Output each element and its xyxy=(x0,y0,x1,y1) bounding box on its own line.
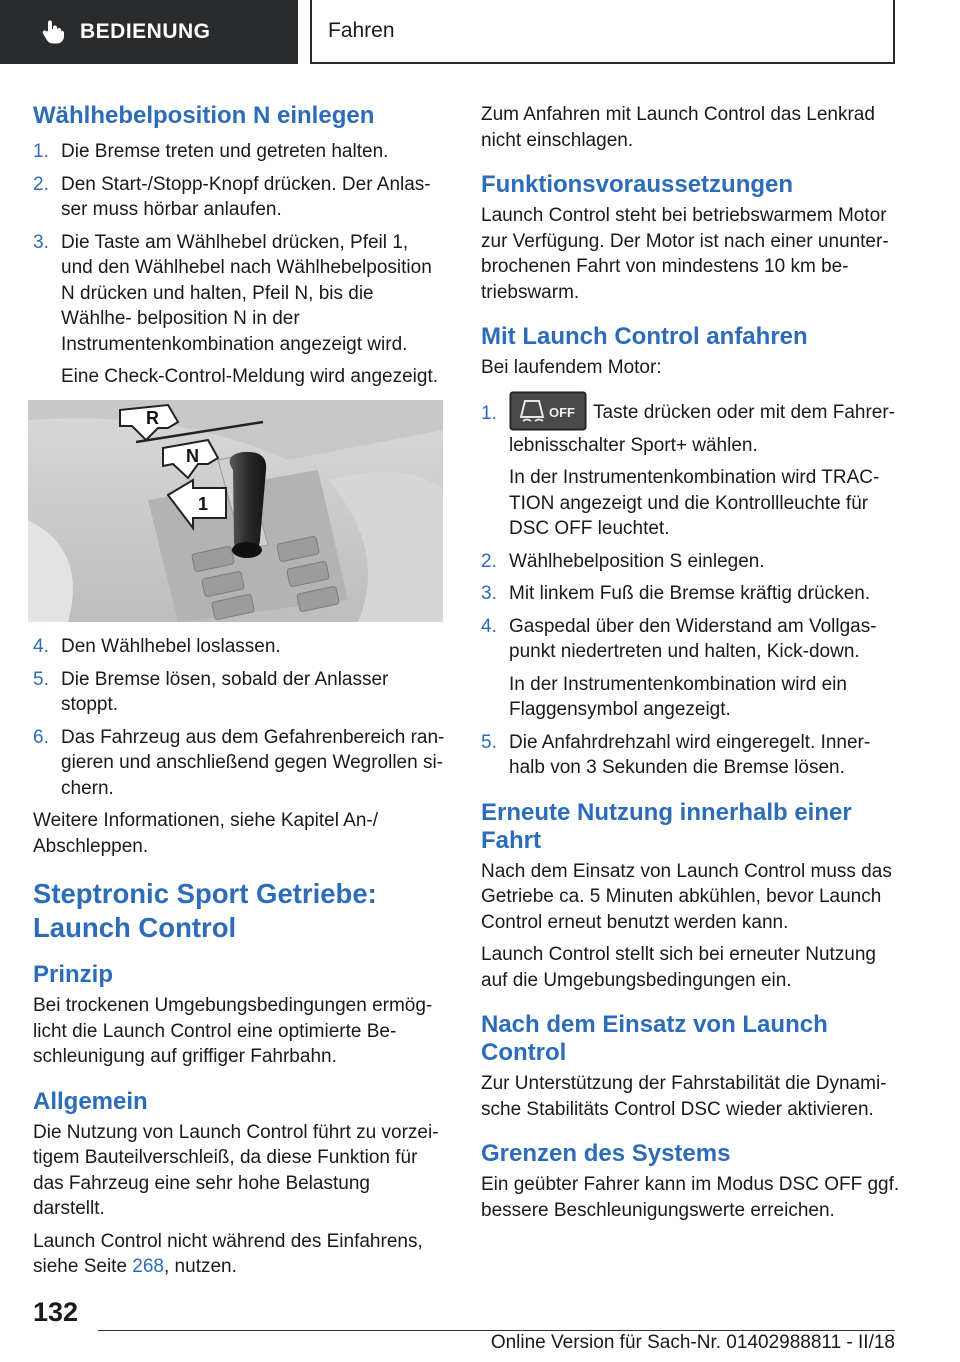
step-number: 1. xyxy=(33,141,49,162)
online-version-text: Online Version für Sach-Nr. 01402988811 - II/18 xyxy=(490,1332,895,1353)
left-column xyxy=(33,102,445,397)
heading-erneute-nutzung: Erneute Nutzung innerhalb einer Fahrt xyxy=(481,798,852,854)
heading-funktionsvoraussetzungen: Funktionsvoraussetzungen xyxy=(481,171,794,198)
left-column-continued xyxy=(33,634,445,1287)
step-note: In der Instrumentenkombination wird TRAC- TION angezeigt und die Kontrollleuchte für DSC OFF leuchtet. xyxy=(509,467,880,539)
anfahren-intro: Bei laufendem Motor: xyxy=(481,357,662,378)
list-item xyxy=(33,725,445,802)
gear-selector-illustration xyxy=(28,400,443,622)
list-item xyxy=(481,549,901,575)
dsc-off-label: OFF xyxy=(549,404,575,420)
main-heading: Steptronic Sport Getriebe: Launch Control xyxy=(33,878,377,943)
step-number: 4. xyxy=(33,636,49,657)
heading-wahlhebel-n: Wählhebelposition N einlegen xyxy=(33,102,375,129)
step-text: Das Fahrzeug aus dem Gefahrenbereich ran- gieren und anschließend gegen Wegrollen si- chern. xyxy=(61,726,445,799)
heading-allgemein: Allgemein xyxy=(33,1087,148,1115)
list-item xyxy=(481,581,901,607)
step-text: Wählhebelposition S einlegen. xyxy=(509,550,765,572)
grenzen-text: Ein geübter Fahrer kann im Modus DSC OFF ggf. bessere Beschleunigungswerte erreichen. xyxy=(481,1174,900,1221)
list-item xyxy=(33,230,445,358)
chapter-label: Fahren xyxy=(328,19,395,42)
step-number: 4. xyxy=(481,615,497,637)
funktions-text: Launch Control steht bei betriebswarmem Motor zur Verfügung. Der Motor ist nach einer ununter- brochenen Fahrt von mindestens 10 km be- triebswarm. xyxy=(481,205,889,303)
list-item xyxy=(33,667,445,718)
page-link[interactable]: 268 xyxy=(132,1256,164,1277)
chapter-tab xyxy=(310,0,895,64)
step-text: Die Taste am Wählhebel drücken, Pfeil 1, und den Wählhebel nach Wählhebelposition N drücken und halten, Pfeil N, bis die Wählhe- belposition N in der Instrumentenkombination angezeigt wird. xyxy=(61,231,432,355)
step-text: Mit linkem Fuß die Bremse kräftig drücken. xyxy=(509,583,871,604)
step-number: 5. xyxy=(481,731,497,753)
step-text: Den Wählhebel loslassen. xyxy=(61,636,281,657)
list-item xyxy=(481,393,901,459)
section-tab xyxy=(0,0,298,64)
heading-nach-dem-einsatz: Nach dem Einsatz von Launch Control xyxy=(481,1011,828,1066)
step-number: 2. xyxy=(481,550,497,572)
step-text: Den Start-/Stopp-Knopf drücken. Der Anlas- ser muss hörbar anlaufen. xyxy=(61,173,431,220)
step-number: 5. xyxy=(33,668,49,690)
further-info: Weitere Informationen, siehe Kapitel An-/ Abschleppen. xyxy=(33,810,379,857)
step-number: 3. xyxy=(33,231,49,253)
list-item xyxy=(33,139,445,165)
heading-grenzen: Grenzen des Systems xyxy=(481,1140,731,1167)
step-note: In der Instrumentenkombination wird ein Flaggensymbol angezeigt. xyxy=(509,673,847,720)
allgemein-text: Die Nutzung von Launch Control führt zu vorzei- tigem Bauteilverschleiß, da diese Funktion für das Fahrzeug eine sehr hohe Belastung darstellt. xyxy=(33,1121,439,1219)
list-item xyxy=(481,730,901,781)
footer-divider xyxy=(98,1330,895,1331)
list-item xyxy=(481,614,901,665)
heading-prinzip: Prinzip xyxy=(33,961,114,988)
step-text: Die Anfahrdrehzahl wird eingeregelt. Inner- halb von 3 Sekunden die Bremse lösen. xyxy=(509,731,871,778)
step-text: Die Bremse treten und getreten halten. xyxy=(61,141,389,162)
page-number: 132 xyxy=(33,1297,79,1327)
step-number: 6. xyxy=(33,726,49,748)
dsc-off-button-icon xyxy=(509,391,587,431)
heading-anfahren: Mit Launch Control anfahren xyxy=(481,323,808,350)
step1-text: Taste drücken oder mit dem Fahrer- lebnisschalter Sport+ wählen. xyxy=(509,401,896,456)
erneut-text-2: Launch Control stellt sich bei erneuter Nutzung auf die Umgebungsbedingungen ein. xyxy=(481,944,877,991)
einfahren-text-b: , nutzen. xyxy=(164,1256,237,1277)
step-number: 3. xyxy=(481,583,497,604)
nach-text: Zur Unterstützung der Fahrstabilität die Dynami- sche Stabilitäts Control DSC wieder aktivieren. xyxy=(481,1073,887,1120)
figure-label-r: R xyxy=(146,408,159,428)
section-label: BEDIENUNG xyxy=(80,20,211,43)
step-number: 1. xyxy=(481,402,497,424)
figure-label-1: 1 xyxy=(198,494,209,514)
erneut-text-1: Nach dem Einsatz von Launch Control muss das Getriebe ca. 5 Minuten abkühlen, bevor Launch Control erneut benutzt werden kann. xyxy=(481,860,892,933)
list-item xyxy=(33,634,445,660)
einfahren-text xyxy=(33,1229,445,1280)
list-item xyxy=(33,172,445,223)
step-text xyxy=(509,393,901,459)
step-number: 2. xyxy=(33,173,49,195)
einfahren-text-a: Launch Control nicht während des Einfahrens, siehe Seite xyxy=(33,1230,423,1277)
step-note: Eine Check-Control-Meldung wird angezeigt. xyxy=(61,366,439,387)
intro-text: Zum Anfahren mit Launch Control das Lenkrad nicht einschlagen. xyxy=(481,104,875,151)
step-text: Gaspedal über den Widerstand am Vollgas- punkt niedertreten und halten, Kick-down. xyxy=(509,615,877,662)
step-text: Die Bremse lösen, sobald der Anlasser stoppt. xyxy=(61,668,389,715)
prinzip-text: Bei trockenen Umgebungsbedingungen ermög- licht die Launch Control eine optimierte Be- schleunigung auf griffiger Fahrbahn. xyxy=(33,995,433,1067)
right-column xyxy=(481,102,901,1230)
figure-label-n: N xyxy=(186,446,199,466)
hand-pointer-icon xyxy=(40,19,66,45)
